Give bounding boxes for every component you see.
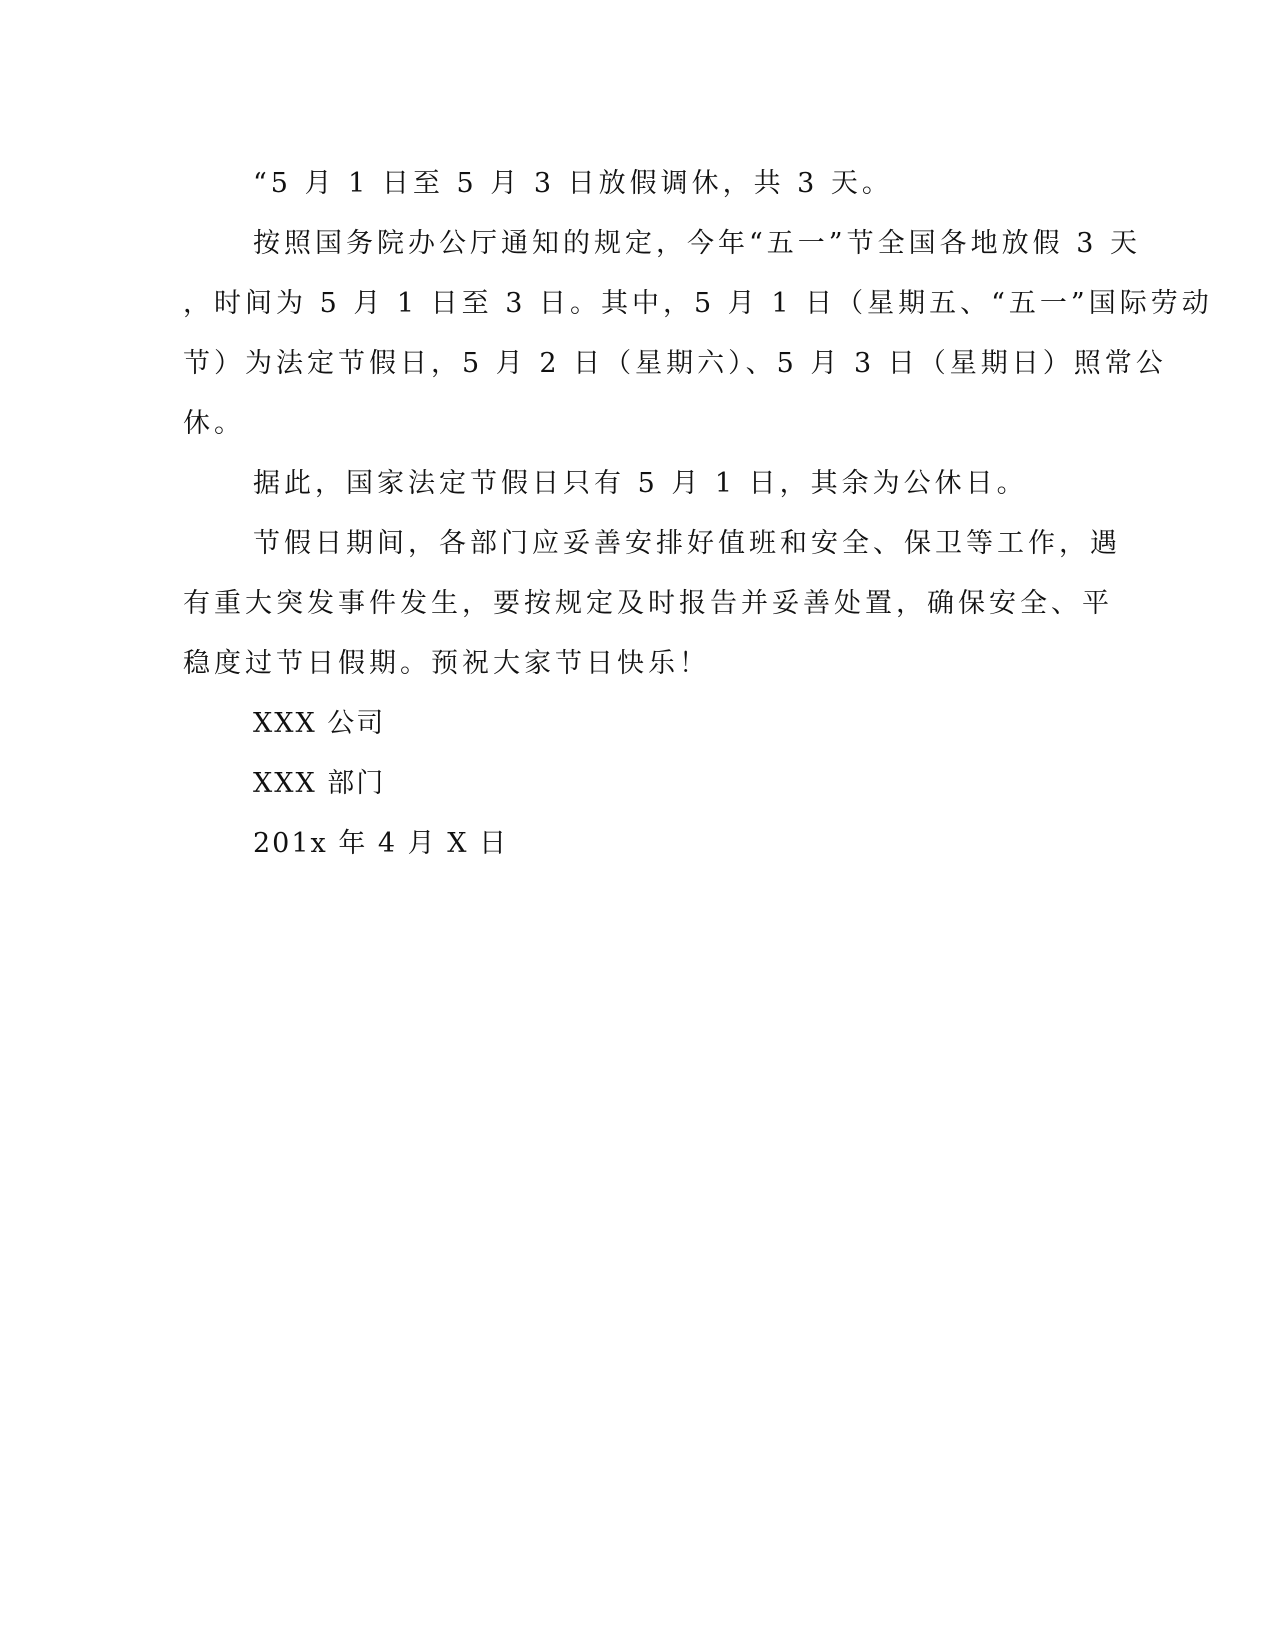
signature-department: XXX 部门 [253,768,386,799]
signature-company: XXX 公司 [253,708,386,739]
paragraph-duty-line-1: 节假日期间，各部门应妥善安排好值班和安全、保卫等工作，遇 [253,528,1121,559]
signature-date: 201x 年 4 月 X 日 [253,828,509,859]
paragraph-duty-line-3: 稳度过节日假期。预祝大家节日快乐！ [183,648,710,679]
paragraph-duty-line-2: 有重大突发事件发生，要按规定及时报告并妥善处置，确保安全、平 [183,588,1113,619]
paragraph-legal-holiday: 据此，国家法定节假日只有 5 月 1 日，其余为公休日。 [253,468,1028,499]
document-body [183,154,1213,874]
paragraph-holiday-summary: “5 月 1 日至 5 月 3 日放假调休，共 3 天。 [253,168,893,199]
paragraph-notice-line-4: 休。 [183,408,245,439]
paragraph-notice-line-1: 按照国务院办公厅通知的规定，今年“五一”节全国各地放假 3 天 [253,228,1141,259]
paragraph-notice-line-3: 节）为法定节假日，5 月 2 日（星期六）、5 月 3 日（星期日）照常公 [183,348,1167,379]
paragraph-notice-line-2: ，时间为 5 月 1 日至 3 日。其中，5 月 1 日（星期五、“五一”国际劳动 [183,288,1213,319]
